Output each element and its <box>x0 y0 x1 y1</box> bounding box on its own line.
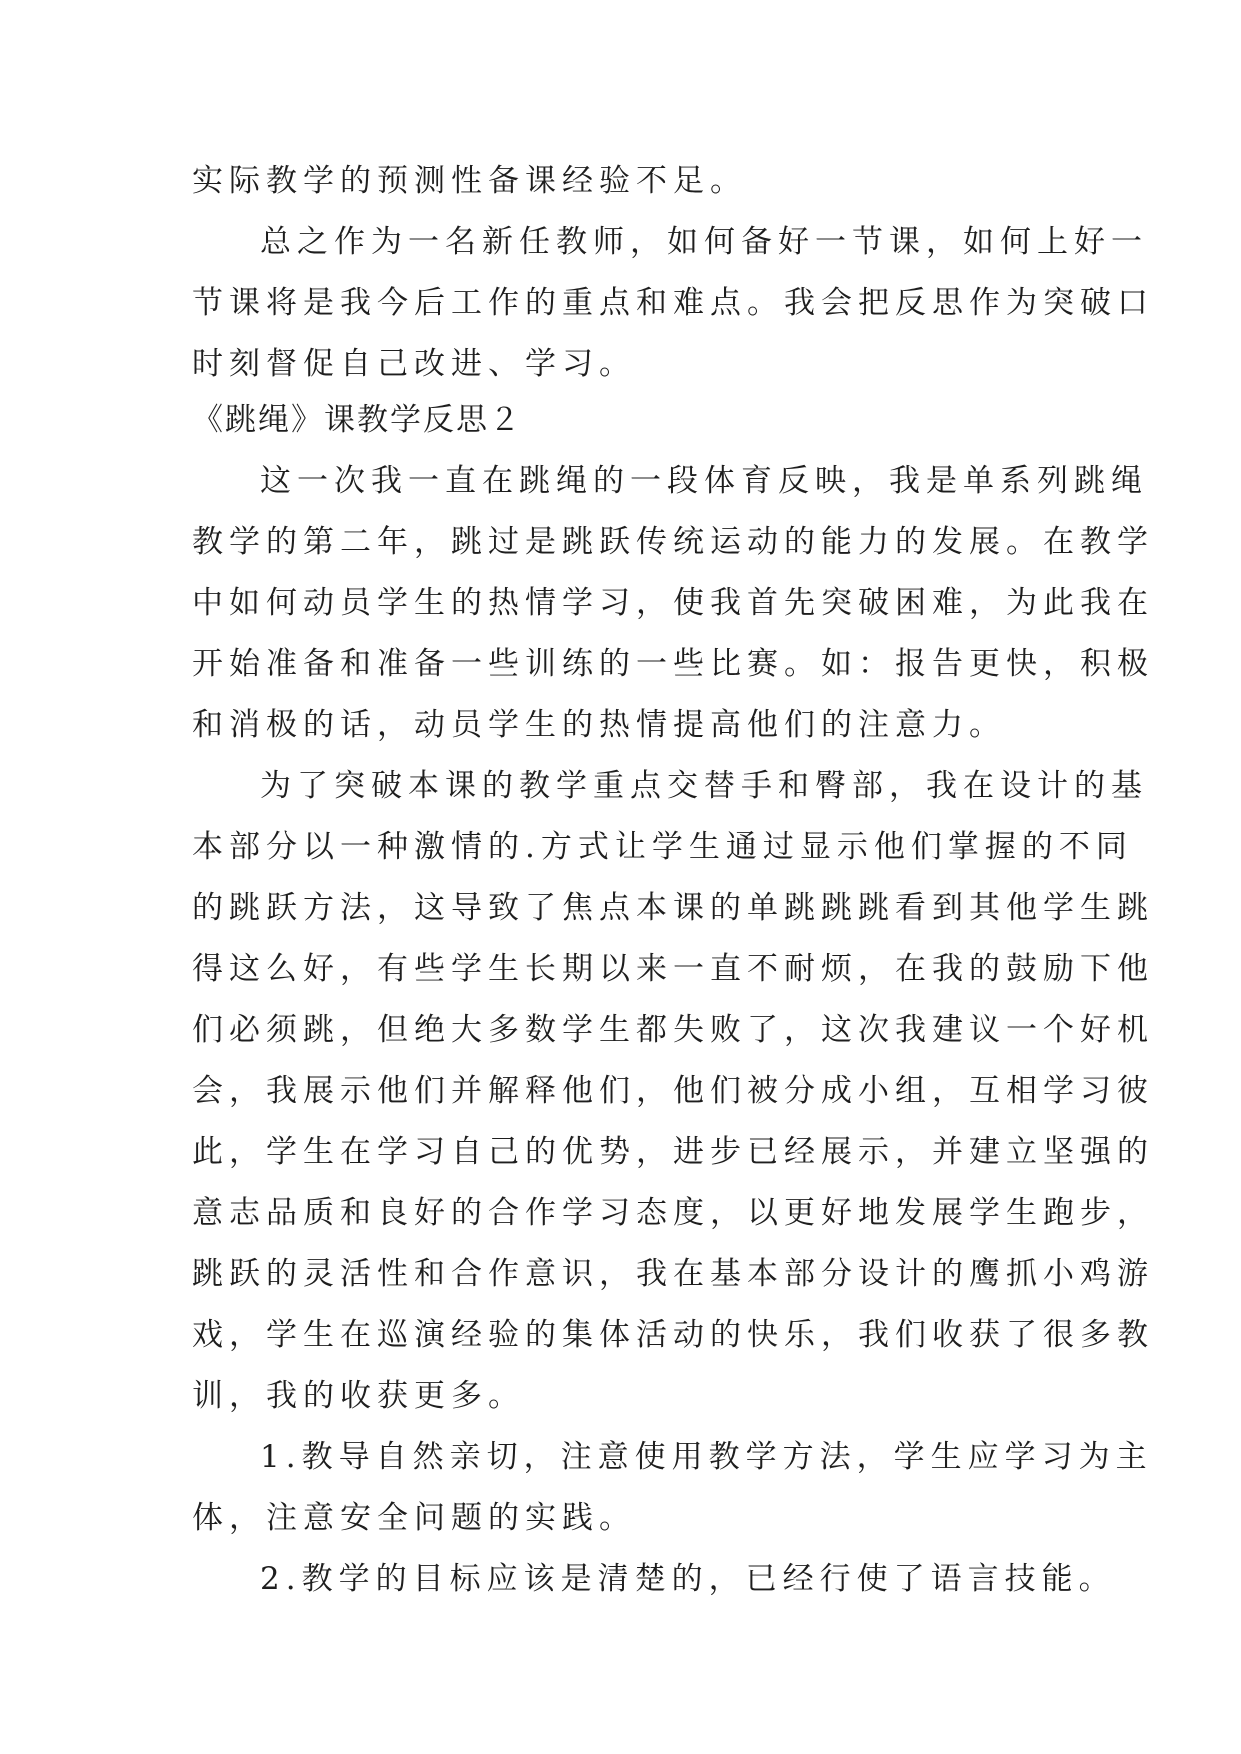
list-item: 1.教导自然亲切，注意使用教学方法，学生应学习为主 <box>260 1439 1153 1475</box>
text-line: 开始准备和准备一些训练的一些比赛。如：报告更快，积极 <box>192 646 1154 682</box>
document-body <box>192 160 1154 1600</box>
text-line: 本部分以一种激情的.方式让学生通过显示他们掌握的不同 <box>192 829 1133 865</box>
text-line: 戏，学生在巡演经验的集体活动的快乐，我们收获了很多教 <box>192 1317 1154 1353</box>
text-line: 总之作为一名新任教师，如何备好一节课，如何上好一 <box>260 224 1148 260</box>
text-line: 节课将是我今后工作的重点和难点。我会把反思作为突破口 <box>192 285 1154 321</box>
text-line: 的跳跃方法，这导致了焦点本课的单跳跳跳看到其他学生跳 <box>192 890 1154 926</box>
text-line: 意志品质和良好的合作学习态度，以更好地发展学生跑步， <box>192 1195 1154 1231</box>
text-line: 这一次我一直在跳绳的一段体育反映，我是单系列跳绳 <box>260 463 1148 499</box>
text-line: 会，我展示他们并解释他们，他们被分成小组，互相学习彼 <box>192 1073 1154 1109</box>
text-line: 体，注意安全问题的实践。 <box>192 1500 636 1536</box>
text-line: 实际教学的预测性备课经验不足。 <box>192 163 747 199</box>
text-line: 为了突破本课的教学重点交替手和臀部，我在设计的基 <box>260 768 1148 804</box>
text-line: 中如何动员学生的热情学习，使我首先突破困难，为此我在 <box>192 585 1154 621</box>
text-line: 时刻督促自己改进、学习。 <box>192 346 636 382</box>
text-line: 训，我的收获更多。 <box>192 1378 525 1414</box>
text-line: 教学的第二年，跳过是跳跃传统运动的能力的发展。在教学 <box>192 524 1154 560</box>
text-line: 和消极的话，动员学生的热情提高他们的注意力。 <box>192 707 1006 743</box>
text-line: 跳跃的灵活性和合作意识，我在基本部分设计的鹰抓小鸡游 <box>192 1256 1154 1292</box>
text-line: 们必须跳，但绝大多数学生都失败了，这次我建议一个好机 <box>192 1012 1154 1048</box>
section-heading: 《跳绳》课教学反思２ <box>192 402 522 438</box>
list-item: 2.教学的目标应该是清楚的，已经行使了语言技能。 <box>260 1561 1116 1597</box>
text-line: 得这么好，有些学生长期以来一直不耐烦，在我的鼓励下他 <box>192 951 1154 987</box>
text-line: 此，学生在学习自己的优势，进步已经展示，并建立坚强的 <box>192 1134 1154 1170</box>
